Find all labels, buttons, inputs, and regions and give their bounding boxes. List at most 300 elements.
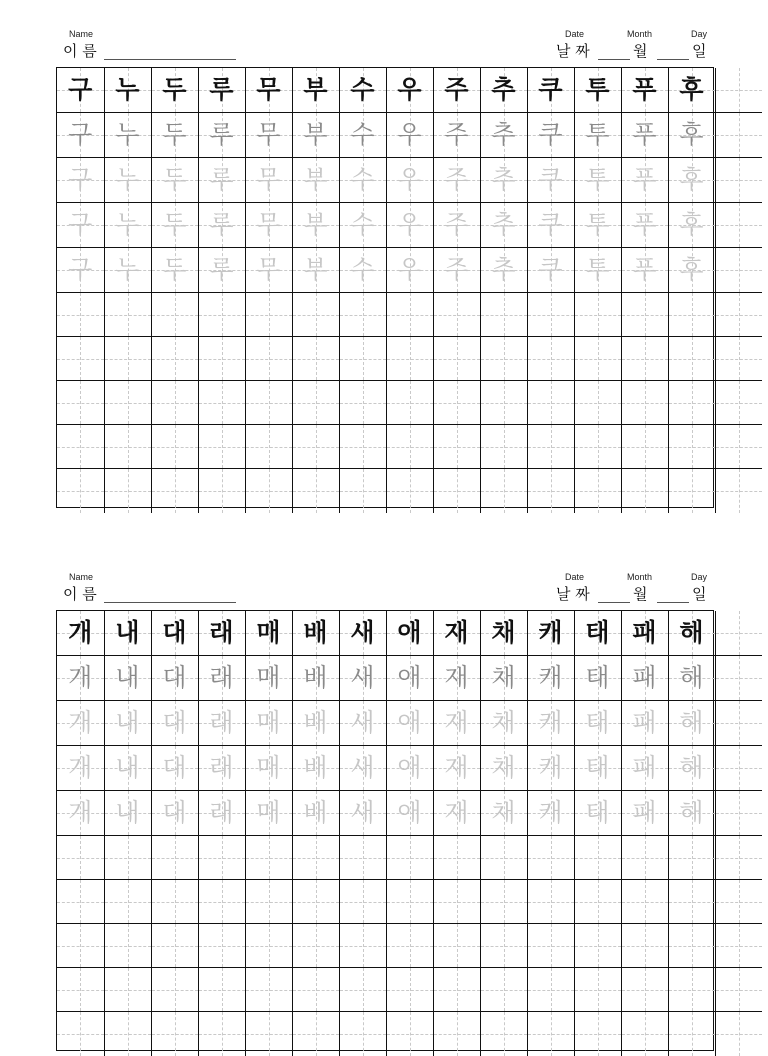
writing-cell[interactable]: [527, 248, 574, 293]
writing-cell[interactable]: [433, 836, 480, 880]
writing-cell[interactable]: [668, 425, 715, 469]
writing-cell[interactable]: [480, 701, 527, 746]
writing-cell[interactable]: [527, 791, 574, 836]
writing-cell[interactable]: [480, 293, 527, 337]
writing-cell[interactable]: [339, 158, 386, 203]
writing-cell[interactable]: [527, 425, 574, 469]
writing-cell[interactable]: [386, 968, 433, 1012]
writing-cell[interactable]: [480, 1012, 527, 1056]
writing-cell[interactable]: [574, 746, 621, 791]
writing-cell[interactable]: [198, 880, 245, 924]
writing-cell[interactable]: [574, 158, 621, 203]
writing-cell[interactable]: [198, 656, 245, 701]
writing-cell[interactable]: [245, 968, 292, 1012]
writing-cell[interactable]: [198, 968, 245, 1012]
writing-cell[interactable]: [668, 113, 715, 158]
writing-cell[interactable]: [386, 293, 433, 337]
writing-cell[interactable]: [104, 158, 151, 203]
writing-cell[interactable]: [245, 880, 292, 924]
writing-cell[interactable]: [245, 924, 292, 968]
writing-cell[interactable]: [668, 469, 715, 513]
writing-cell[interactable]: [527, 68, 574, 113]
writing-cell[interactable]: [574, 968, 621, 1012]
writing-cell[interactable]: [527, 293, 574, 337]
writing-cell[interactable]: [527, 611, 574, 656]
writing-cell[interactable]: [57, 381, 104, 425]
writing-cell[interactable]: [245, 293, 292, 337]
writing-cell[interactable]: [339, 924, 386, 968]
writing-cell[interactable]: [151, 1012, 198, 1056]
writing-cell[interactable]: [57, 113, 104, 158]
writing-cell[interactable]: [57, 158, 104, 203]
writing-cell[interactable]: [151, 203, 198, 248]
writing-cell[interactable]: [57, 701, 104, 746]
writing-cell[interactable]: [621, 791, 668, 836]
writing-cell[interactable]: [198, 68, 245, 113]
writing-cell[interactable]: [527, 203, 574, 248]
writing-cell[interactable]: [668, 968, 715, 1012]
writing-cell[interactable]: [386, 656, 433, 701]
writing-cell[interactable]: [621, 880, 668, 924]
writing-cell[interactable]: [715, 248, 762, 293]
writing-cell[interactable]: [151, 924, 198, 968]
writing-cell[interactable]: [57, 924, 104, 968]
writing-cell[interactable]: [104, 611, 151, 656]
writing-cell[interactable]: [386, 248, 433, 293]
writing-cell[interactable]: [386, 701, 433, 746]
writing-cell[interactable]: [574, 656, 621, 701]
writing-cell[interactable]: [104, 924, 151, 968]
writing-cell[interactable]: [480, 248, 527, 293]
writing-cell[interactable]: [339, 968, 386, 1012]
writing-cell[interactable]: [339, 791, 386, 836]
writing-cell[interactable]: [151, 656, 198, 701]
writing-cell[interactable]: [433, 248, 480, 293]
writing-cell[interactable]: [198, 611, 245, 656]
writing-cell[interactable]: [57, 746, 104, 791]
writing-cell[interactable]: [245, 746, 292, 791]
writing-cell[interactable]: [433, 158, 480, 203]
writing-cell[interactable]: [668, 880, 715, 924]
writing-cell[interactable]: [621, 381, 668, 425]
writing-cell[interactable]: [292, 381, 339, 425]
writing-cell[interactable]: [104, 381, 151, 425]
writing-cell[interactable]: [151, 425, 198, 469]
writing-cell[interactable]: [621, 924, 668, 968]
writing-cell[interactable]: [198, 469, 245, 513]
writing-cell[interactable]: [386, 203, 433, 248]
writing-cell[interactable]: [245, 381, 292, 425]
writing-cell[interactable]: [104, 968, 151, 1012]
writing-cell[interactable]: [386, 158, 433, 203]
writing-cell[interactable]: [57, 1012, 104, 1056]
writing-cell[interactable]: [527, 158, 574, 203]
writing-cell[interactable]: [480, 158, 527, 203]
writing-cell[interactable]: [104, 469, 151, 513]
writing-cell[interactable]: [151, 293, 198, 337]
writing-cell[interactable]: [715, 158, 762, 203]
writing-cell[interactable]: [151, 701, 198, 746]
writing-cell[interactable]: [386, 425, 433, 469]
writing-cell[interactable]: [198, 293, 245, 337]
writing-cell[interactable]: [621, 701, 668, 746]
writing-cell[interactable]: [386, 1012, 433, 1056]
writing-cell[interactable]: [198, 203, 245, 248]
writing-cell[interactable]: [574, 469, 621, 513]
writing-cell[interactable]: [621, 611, 668, 656]
writing-cell[interactable]: [433, 381, 480, 425]
writing-cell[interactable]: [245, 656, 292, 701]
writing-cell[interactable]: [104, 1012, 151, 1056]
writing-cell[interactable]: [245, 158, 292, 203]
writing-cell[interactable]: [715, 68, 762, 113]
writing-cell[interactable]: [480, 611, 527, 656]
writing-cell[interactable]: [668, 611, 715, 656]
writing-cell[interactable]: [245, 248, 292, 293]
writing-cell[interactable]: [104, 113, 151, 158]
writing-cell[interactable]: [621, 293, 668, 337]
writing-cell[interactable]: [480, 746, 527, 791]
writing-cell[interactable]: [574, 293, 621, 337]
writing-cell[interactable]: [715, 611, 762, 656]
writing-cell[interactable]: [668, 381, 715, 425]
name-blank[interactable]: [104, 602, 236, 603]
writing-cell[interactable]: [621, 248, 668, 293]
writing-cell[interactable]: [480, 425, 527, 469]
writing-cell[interactable]: [668, 701, 715, 746]
writing-cell[interactable]: [292, 469, 339, 513]
writing-cell[interactable]: [339, 113, 386, 158]
writing-cell[interactable]: [668, 337, 715, 381]
writing-cell[interactable]: [621, 656, 668, 701]
writing-cell[interactable]: [480, 68, 527, 113]
writing-cell[interactable]: [57, 880, 104, 924]
writing-cell[interactable]: [57, 611, 104, 656]
writing-cell[interactable]: [339, 701, 386, 746]
writing-cell[interactable]: [245, 1012, 292, 1056]
writing-cell[interactable]: [621, 425, 668, 469]
writing-cell[interactable]: [574, 381, 621, 425]
writing-cell[interactable]: [621, 836, 668, 880]
month-blank[interactable]: [598, 59, 630, 60]
writing-cell[interactable]: [433, 337, 480, 381]
writing-cell[interactable]: [715, 425, 762, 469]
writing-cell[interactable]: [386, 746, 433, 791]
writing-cell[interactable]: [104, 880, 151, 924]
writing-cell[interactable]: [433, 469, 480, 513]
writing-cell[interactable]: [198, 337, 245, 381]
writing-cell[interactable]: [57, 968, 104, 1012]
writing-cell[interactable]: [527, 836, 574, 880]
writing-cell[interactable]: [433, 924, 480, 968]
writing-cell[interactable]: [668, 1012, 715, 1056]
writing-cell[interactable]: [339, 1012, 386, 1056]
month-blank[interactable]: [598, 602, 630, 603]
name-blank[interactable]: [104, 59, 236, 60]
writing-cell[interactable]: [292, 746, 339, 791]
writing-cell[interactable]: [433, 701, 480, 746]
writing-cell[interactable]: [433, 791, 480, 836]
writing-cell[interactable]: [57, 248, 104, 293]
writing-cell[interactable]: [339, 203, 386, 248]
writing-cell[interactable]: [668, 68, 715, 113]
writing-cell[interactable]: [574, 1012, 621, 1056]
writing-cell[interactable]: [292, 791, 339, 836]
writing-cell[interactable]: [715, 746, 762, 791]
writing-cell[interactable]: [57, 836, 104, 880]
writing-cell[interactable]: [527, 701, 574, 746]
writing-cell[interactable]: [292, 611, 339, 656]
writing-cell[interactable]: [386, 791, 433, 836]
writing-cell[interactable]: [715, 1012, 762, 1056]
writing-cell[interactable]: [57, 469, 104, 513]
writing-cell[interactable]: [668, 203, 715, 248]
writing-cell[interactable]: [151, 880, 198, 924]
writing-cell[interactable]: [339, 611, 386, 656]
writing-cell[interactable]: [245, 425, 292, 469]
writing-cell[interactable]: [151, 113, 198, 158]
writing-cell[interactable]: [151, 611, 198, 656]
writing-cell[interactable]: [104, 68, 151, 113]
writing-cell[interactable]: [245, 337, 292, 381]
writing-cell[interactable]: [151, 469, 198, 513]
writing-cell[interactable]: [527, 924, 574, 968]
writing-cell[interactable]: [574, 425, 621, 469]
writing-cell[interactable]: [198, 701, 245, 746]
writing-cell[interactable]: [574, 203, 621, 248]
writing-cell[interactable]: [527, 469, 574, 513]
writing-cell[interactable]: [292, 203, 339, 248]
writing-cell[interactable]: [668, 836, 715, 880]
writing-cell[interactable]: [198, 746, 245, 791]
writing-cell[interactable]: [527, 113, 574, 158]
writing-cell[interactable]: [433, 611, 480, 656]
writing-cell[interactable]: [292, 68, 339, 113]
writing-cell[interactable]: [668, 158, 715, 203]
writing-cell[interactable]: [574, 880, 621, 924]
writing-cell[interactable]: [527, 1012, 574, 1056]
writing-cell[interactable]: [245, 113, 292, 158]
writing-cell[interactable]: [574, 113, 621, 158]
writing-cell[interactable]: [198, 113, 245, 158]
writing-cell[interactable]: [339, 381, 386, 425]
writing-cell[interactable]: [198, 381, 245, 425]
writing-cell[interactable]: [386, 337, 433, 381]
writing-cell[interactable]: [715, 293, 762, 337]
writing-cell[interactable]: [339, 337, 386, 381]
writing-cell[interactable]: [104, 791, 151, 836]
writing-cell[interactable]: [715, 791, 762, 836]
writing-cell[interactable]: [480, 924, 527, 968]
writing-cell[interactable]: [621, 469, 668, 513]
writing-cell[interactable]: [292, 968, 339, 1012]
writing-cell[interactable]: [386, 469, 433, 513]
writing-cell[interactable]: [621, 113, 668, 158]
writing-cell[interactable]: [386, 836, 433, 880]
writing-cell[interactable]: [574, 337, 621, 381]
writing-cell[interactable]: [292, 337, 339, 381]
writing-cell[interactable]: [715, 203, 762, 248]
writing-cell[interactable]: [151, 968, 198, 1012]
writing-cell[interactable]: [715, 836, 762, 880]
writing-cell[interactable]: [151, 746, 198, 791]
writing-cell[interactable]: [292, 836, 339, 880]
writing-cell[interactable]: [621, 158, 668, 203]
writing-cell[interactable]: [151, 337, 198, 381]
writing-cell[interactable]: [668, 248, 715, 293]
writing-cell[interactable]: [433, 425, 480, 469]
writing-cell[interactable]: [527, 337, 574, 381]
writing-cell[interactable]: [198, 836, 245, 880]
writing-cell[interactable]: [57, 203, 104, 248]
writing-cell[interactable]: [668, 293, 715, 337]
writing-cell[interactable]: [715, 968, 762, 1012]
writing-cell[interactable]: [433, 1012, 480, 1056]
writing-cell[interactable]: [292, 701, 339, 746]
writing-cell[interactable]: [574, 611, 621, 656]
writing-cell[interactable]: [433, 746, 480, 791]
writing-cell[interactable]: [480, 469, 527, 513]
writing-cell[interactable]: [527, 746, 574, 791]
writing-cell[interactable]: [339, 880, 386, 924]
writing-cell[interactable]: [104, 203, 151, 248]
writing-cell[interactable]: [151, 381, 198, 425]
writing-cell[interactable]: [433, 968, 480, 1012]
writing-cell[interactable]: [668, 924, 715, 968]
writing-cell[interactable]: [151, 248, 198, 293]
writing-cell[interactable]: [57, 791, 104, 836]
writing-cell[interactable]: [386, 924, 433, 968]
writing-cell[interactable]: [245, 611, 292, 656]
writing-cell[interactable]: [57, 425, 104, 469]
writing-cell[interactable]: [386, 880, 433, 924]
writing-cell[interactable]: [339, 836, 386, 880]
writing-cell[interactable]: [480, 203, 527, 248]
writing-cell[interactable]: [198, 1012, 245, 1056]
writing-cell[interactable]: [198, 158, 245, 203]
writing-cell[interactable]: [433, 68, 480, 113]
writing-cell[interactable]: [104, 836, 151, 880]
writing-cell[interactable]: [668, 656, 715, 701]
writing-cell[interactable]: [339, 68, 386, 113]
writing-cell[interactable]: [480, 656, 527, 701]
writing-cell[interactable]: [245, 701, 292, 746]
writing-cell[interactable]: [574, 791, 621, 836]
writing-cell[interactable]: [245, 68, 292, 113]
writing-cell[interactable]: [386, 68, 433, 113]
writing-cell[interactable]: [198, 924, 245, 968]
day-blank[interactable]: [657, 602, 689, 603]
writing-cell[interactable]: [715, 469, 762, 513]
writing-cell[interactable]: [151, 68, 198, 113]
writing-cell[interactable]: [104, 656, 151, 701]
writing-cell[interactable]: [104, 293, 151, 337]
writing-cell[interactable]: [292, 248, 339, 293]
writing-cell[interactable]: [621, 68, 668, 113]
writing-cell[interactable]: [57, 337, 104, 381]
writing-cell[interactable]: [621, 968, 668, 1012]
writing-cell[interactable]: [480, 113, 527, 158]
writing-cell[interactable]: [433, 293, 480, 337]
writing-cell[interactable]: [151, 158, 198, 203]
writing-cell[interactable]: [104, 746, 151, 791]
day-blank[interactable]: [657, 59, 689, 60]
writing-cell[interactable]: [715, 701, 762, 746]
writing-cell[interactable]: [292, 1012, 339, 1056]
writing-cell[interactable]: [574, 68, 621, 113]
writing-cell[interactable]: [151, 836, 198, 880]
writing-cell[interactable]: [104, 248, 151, 293]
writing-cell[interactable]: [386, 611, 433, 656]
writing-cell[interactable]: [245, 836, 292, 880]
writing-cell[interactable]: [339, 656, 386, 701]
writing-cell[interactable]: [292, 293, 339, 337]
writing-cell[interactable]: [668, 746, 715, 791]
writing-cell[interactable]: [480, 968, 527, 1012]
writing-cell[interactable]: [292, 924, 339, 968]
writing-cell[interactable]: [480, 381, 527, 425]
writing-cell[interactable]: [198, 791, 245, 836]
writing-cell[interactable]: [715, 880, 762, 924]
writing-cell[interactable]: [433, 113, 480, 158]
writing-cell[interactable]: [245, 203, 292, 248]
writing-cell[interactable]: [151, 791, 198, 836]
writing-cell[interactable]: [527, 381, 574, 425]
writing-cell[interactable]: [715, 656, 762, 701]
writing-cell[interactable]: [57, 656, 104, 701]
writing-cell[interactable]: [621, 337, 668, 381]
writing-cell[interactable]: [104, 337, 151, 381]
writing-cell[interactable]: [715, 924, 762, 968]
writing-cell[interactable]: [292, 656, 339, 701]
writing-cell[interactable]: [574, 836, 621, 880]
writing-cell[interactable]: [433, 880, 480, 924]
writing-cell[interactable]: [292, 880, 339, 924]
writing-cell[interactable]: [339, 248, 386, 293]
writing-cell[interactable]: [480, 337, 527, 381]
writing-cell[interactable]: [57, 293, 104, 337]
writing-cell[interactable]: [715, 113, 762, 158]
writing-cell[interactable]: [292, 425, 339, 469]
writing-cell[interactable]: [339, 425, 386, 469]
writing-cell[interactable]: [527, 968, 574, 1012]
writing-cell[interactable]: [292, 113, 339, 158]
writing-cell[interactable]: [198, 248, 245, 293]
writing-cell[interactable]: [292, 158, 339, 203]
writing-cell[interactable]: [668, 791, 715, 836]
writing-cell[interactable]: [57, 68, 104, 113]
writing-cell[interactable]: [433, 656, 480, 701]
writing-cell[interactable]: [480, 880, 527, 924]
writing-cell[interactable]: [104, 425, 151, 469]
writing-cell[interactable]: [715, 337, 762, 381]
writing-cell[interactable]: [433, 203, 480, 248]
writing-cell[interactable]: [339, 293, 386, 337]
writing-cell[interactable]: [621, 1012, 668, 1056]
writing-cell[interactable]: [339, 746, 386, 791]
writing-cell[interactable]: [245, 469, 292, 513]
writing-cell[interactable]: [198, 425, 245, 469]
writing-cell[interactable]: [621, 203, 668, 248]
writing-cell[interactable]: [245, 791, 292, 836]
writing-cell[interactable]: [527, 880, 574, 924]
writing-cell[interactable]: [104, 701, 151, 746]
writing-cell[interactable]: [339, 469, 386, 513]
writing-cell[interactable]: [621, 746, 668, 791]
writing-cell[interactable]: [386, 113, 433, 158]
writing-cell[interactable]: [527, 656, 574, 701]
writing-cell[interactable]: [574, 701, 621, 746]
